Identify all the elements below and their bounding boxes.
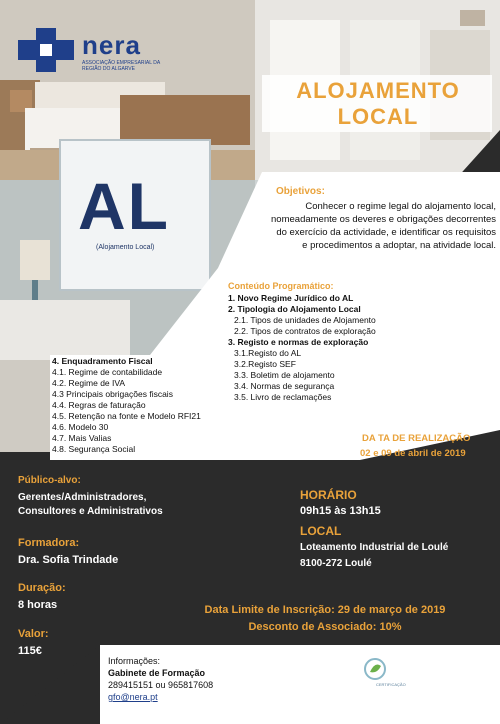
program-item: 1. Novo Regime Jurídico do AL: [228, 293, 354, 303]
contact-block: [108, 655, 213, 703]
objectives-line: nomeadamente os deveres e obrigações decorrentes: [271, 214, 496, 225]
location-heading: LOCAL: [300, 524, 342, 538]
logo-subtitle: ASSOCIAÇÃO EMPRESARIAL DA REGIÃO DO ALGARVE: [82, 60, 160, 72]
program-item: 2.1. Tipos de unidades de Alojamento: [234, 315, 376, 325]
program-item: 3.2.Registo SEF: [234, 359, 296, 369]
objectives-line: e procedimentos a adoptar, na atividade local.: [302, 240, 496, 251]
objectives-heading: Objetivos:: [276, 186, 325, 197]
trainer-value: Dra. Sofia Trindade: [18, 554, 119, 566]
title-line1: ALOJAMENTO: [296, 78, 460, 103]
certification-logo: [362, 658, 412, 698]
objectives-line: do exercício da actividade, e identificar os requisitos: [276, 227, 496, 238]
duration-value: 8 horas: [18, 599, 58, 611]
fiscal-item: 4.8. Segurança Social: [52, 444, 136, 454]
program-item: 2. Tipologia do Alojamento Local: [228, 304, 361, 314]
audience-heading: Público-alvo:: [18, 475, 81, 486]
fiscal-heading: 4. Enquadramento Fiscal: [52, 356, 153, 366]
price-value: 115€: [18, 645, 42, 657]
fiscal-item: 4.1. Regime de contabilidade: [52, 367, 163, 377]
nera-logo: [14, 26, 174, 76]
title-line2: LOCAL: [337, 104, 419, 129]
logo-name: nera: [82, 30, 141, 60]
location-line: Loteamento Industrial de Loulé: [300, 542, 449, 553]
leaf-icon: [364, 658, 386, 680]
audience-line: Consultores e Administrativos: [18, 506, 163, 517]
cert-label: CERTIFICAÇÃO: [376, 682, 406, 687]
date-value: 02 e 09 de abril de 2019: [360, 448, 466, 459]
audience-text: [18, 491, 163, 519]
fiscal-item: 4.2. Regime de IVA: [52, 378, 126, 388]
deadline-line2: Desconto de Associado: 10%: [248, 621, 402, 633]
duration-heading: Duração:: [18, 582, 66, 594]
contact-phones: 289415151 ou 965817608: [108, 680, 214, 690]
schedule-heading: HORÁRIO: [300, 488, 357, 502]
sign-al-text: AL: [78, 169, 170, 243]
contact-heading: Informações:: [108, 656, 161, 666]
audience-line: Gerentes/Administradores,: [18, 492, 147, 503]
program-item: 3.4. Normas de segurança: [234, 381, 335, 391]
price-heading: Valor:: [18, 628, 49, 640]
sign-subtitle: (Alojamento Local): [96, 244, 155, 251]
contact-email-link[interactable]: gfo@nera.pt: [108, 692, 158, 702]
fiscal-list: [52, 356, 201, 455]
program-item: 3.1.Registo do AL: [234, 348, 302, 358]
fiscal-item: 4.3 Principais obrigações fiscais: [52, 389, 173, 399]
objectives-line: Conhecer o regime legal do alojamento local,: [305, 201, 496, 212]
program-item: 3.5. Livro de reclamações: [234, 392, 332, 402]
program-list: [228, 293, 376, 403]
fiscal-item: 4.6. Modelo 30: [52, 422, 109, 432]
program-item: 3.3. Boletim de alojamento: [234, 370, 335, 380]
deadline-line1: Data Limite de Inscrição: 29 de março de 2019: [204, 604, 446, 616]
date-label: DA TA DE REALIZAÇÃO: [362, 433, 471, 444]
contact-dept: Gabinete de Formação: [108, 668, 206, 678]
objectives-text: [262, 200, 496, 252]
schedule-value: 09h15 às 13h15: [300, 505, 381, 517]
fiscal-item: 4.5. Retenção na fonte e Modelo RFI21: [52, 411, 201, 421]
program-heading: Conteúdo Programático:: [228, 281, 334, 291]
fiscal-item: 4.7. Mais Valias: [52, 433, 112, 443]
location-line: 8100-272 Loulé: [300, 558, 372, 569]
trainer-heading: Formadora:: [18, 537, 80, 549]
fiscal-item: 4.4. Regras de faturação: [52, 400, 146, 410]
program-item: 3. Registo e normas de exploração: [228, 337, 369, 347]
location-text: [300, 540, 448, 572]
nera-cross-icon: [14, 26, 84, 74]
program-item: 2.2. Tipos de contratos de exploração: [234, 326, 376, 336]
